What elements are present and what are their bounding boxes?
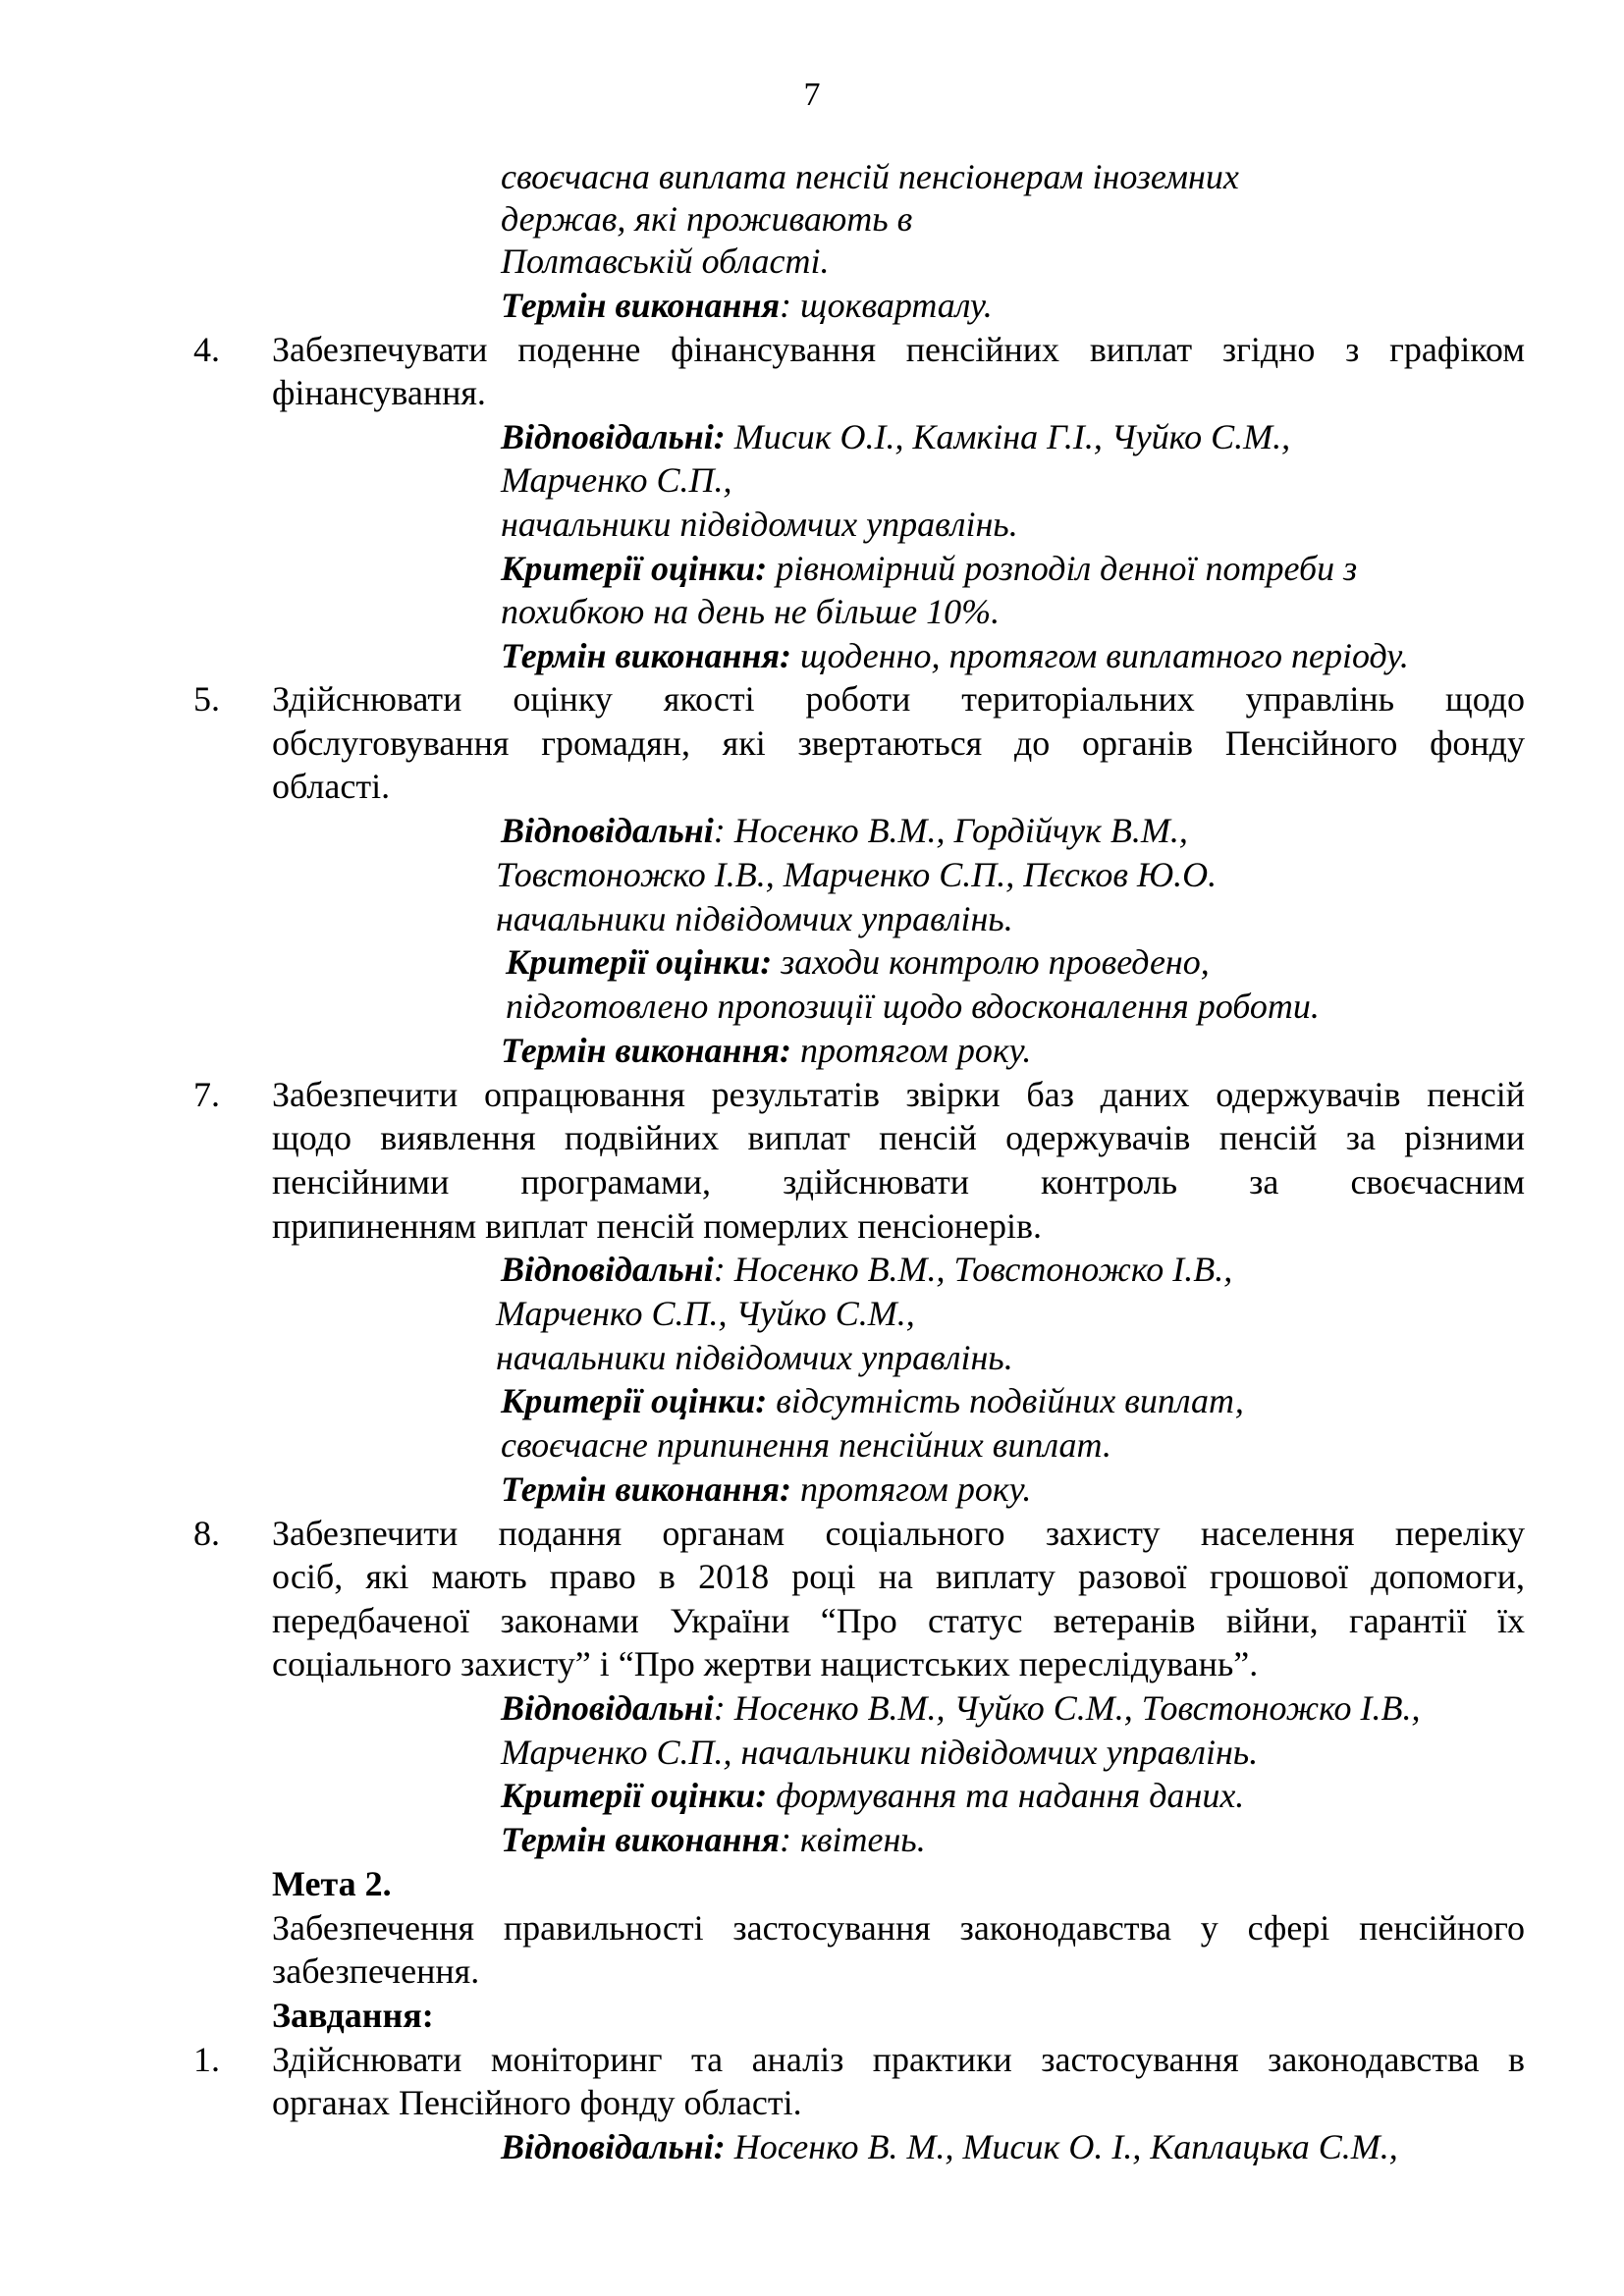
term-line	[501, 284, 993, 327]
item-text-line: Забезпечувати поденне фінансування пенсійних виплат згідно з графіком	[272, 330, 1525, 369]
criteria-label: Критерії оцінки:	[501, 549, 768, 588]
continuation-line-1: своєчасна виплата пенсій пенсіонерам іноземних	[501, 157, 1239, 196]
item-text-line: соціального захисту” і “Про жертви нацистських переслідувань”.	[272, 1644, 1259, 1683]
criteria-line: похибкою на день не більше 10%.	[501, 592, 1001, 631]
term-value: щоденно, протягом виплатного періоду.	[791, 636, 1409, 675]
responsible-line: Марченко С.П.,	[501, 460, 732, 500]
term-label: Термін виконання:	[501, 1469, 791, 1509]
continuation-line-3: Полтавській області.	[501, 241, 830, 281]
item-text-line: Забезпечити опрацювання результатів звірки баз даних одержувачів пенсій	[272, 1075, 1525, 1114]
term-value: : квітень.	[780, 1820, 926, 1859]
term-line	[501, 634, 1409, 677]
responsible-line	[501, 809, 1188, 852]
criteria-line: підготовлено пропозиції щодо вдосконалення роботи.	[506, 987, 1320, 1026]
responsible-label: Відповідальні	[501, 1688, 714, 1728]
responsible-line	[501, 415, 1290, 458]
responsible-value: : Носенко В.М., Товстоножко І.В.,	[713, 1250, 1233, 1289]
responsible-label: Відповідальні	[501, 811, 714, 850]
responsible-line	[501, 1686, 1421, 1730]
term-label: Термін виконання:	[501, 1031, 791, 1070]
item-text-line: осіб, які мають право в 2018 році на виплату разової грошової допомоги,	[272, 1557, 1525, 1596]
term-label: Термін виконання:	[501, 636, 791, 675]
criteria-line	[506, 940, 1210, 984]
criteria-label: Критерії оцінки:	[501, 1381, 768, 1420]
page-number: 7	[803, 77, 821, 113]
item-text-line: Здійснювати оцінку якості роботи територіальних управлінь щодо	[272, 679, 1525, 719]
item-text-line: пенсійними програмами, здійснювати контроль за своєчасним	[272, 1162, 1525, 1201]
item-text-line: передбаченої законами України “Про статус ветеранів війни, гарантії їх	[272, 1601, 1525, 1640]
item-number: 4.	[193, 330, 220, 369]
goal-text-line: забезпечення.	[272, 1951, 480, 1991]
criteria-value: заходи контролю проведено,	[772, 942, 1210, 982]
item-number: 8.	[193, 1514, 220, 1553]
item-text-line: припиненням виплат пенсій померлих пенсіонерів.	[272, 1206, 1043, 1246]
item-text-line: Здійснювати моніторинг та аналіз практики застосування законодавства в	[272, 2040, 1525, 2079]
responsible-line: начальники підвідомчих управлінь.	[496, 899, 1013, 938]
responsible-value: Носенко В. М., Мисик О. І., Каплацька С.М.,	[725, 2127, 1398, 2166]
responsible-line	[501, 2125, 1398, 2168]
item-number: 7.	[193, 1075, 220, 1114]
responsible-line: Товстоножко І.В., Марченко С.П., Пєсков Ю.О.	[496, 855, 1218, 894]
responsible-line: начальники підвідомчих управлінь.	[496, 1338, 1013, 1377]
term-line	[501, 1029, 1031, 1072]
term-label: Термін виконання	[501, 286, 781, 325]
term-line	[501, 1818, 926, 1861]
item-text-line: області.	[272, 767, 391, 806]
item-number: 5.	[193, 679, 220, 719]
criteria-value: відсутність подвійних виплат,	[767, 1381, 1244, 1420]
criteria-label: Критерії оцінки:	[501, 1776, 768, 1815]
responsible-line: Марченко С.П., начальники підвідомчих управлінь.	[501, 1733, 1259, 1772]
term-label: Термін виконання	[501, 1820, 781, 1859]
continuation-line-2: держав, які проживають в	[501, 199, 913, 239]
item-number: 1.	[193, 2040, 220, 2079]
responsible-value: : Носенко В.М., Чуйко С.М., Товстоножко І.В.,	[713, 1688, 1421, 1728]
criteria-label: Критерії оцінки:	[506, 942, 773, 982]
responsible-label: Відповідальні:	[501, 2127, 726, 2166]
criteria-line: своєчасне припинення пенсійних виплат.	[501, 1425, 1111, 1465]
item-text-line: Забезпечити подання органам соціального захисту населення переліку	[272, 1514, 1525, 1553]
responsible-label: Відповідальні:	[501, 417, 726, 456]
tasks-heading: Завдання:	[272, 1996, 434, 2035]
item-text-line: обслуговування громадян, які звертаються до органів Пенсійного фонду	[272, 723, 1525, 763]
term-value: протягом року.	[791, 1031, 1032, 1070]
item-text-line: органах Пенсійного фонду області.	[272, 2083, 802, 2122]
responsible-value: Мисик О.І., Камкіна Г.І., Чуйко С.М.,	[725, 417, 1291, 456]
criteria-line	[501, 547, 1357, 590]
item-text-line: щодо виявлення подвійних виплат пенсій одержувачів пенсій за різними	[272, 1118, 1525, 1157]
term-value: протягом року.	[791, 1469, 1032, 1509]
criteria-value: формування та надання даних.	[767, 1776, 1245, 1815]
responsible-line: начальники підвідомчих управлінь.	[501, 505, 1018, 544]
criteria-value: рівномірний розподіл денної потреби з	[767, 549, 1358, 588]
term-line	[501, 1468, 1031, 1511]
term-value: : щокварталу.	[780, 286, 993, 325]
responsible-line	[501, 1248, 1232, 1291]
goal-text-line: Забезпечення правильності застосування законодавства у сфері пенсійного	[272, 1908, 1525, 1948]
goal-heading: Мета 2.	[272, 1864, 392, 1903]
criteria-line	[501, 1774, 1244, 1817]
responsible-line: Марченко С.П., Чуйко С.М.,	[496, 1294, 915, 1333]
responsible-label: Відповідальні	[501, 1250, 714, 1289]
responsible-value: : Носенко В.М., Гордійчук В.М.,	[713, 811, 1188, 850]
criteria-line	[501, 1379, 1244, 1422]
item-text-line: фінансування.	[272, 373, 486, 412]
